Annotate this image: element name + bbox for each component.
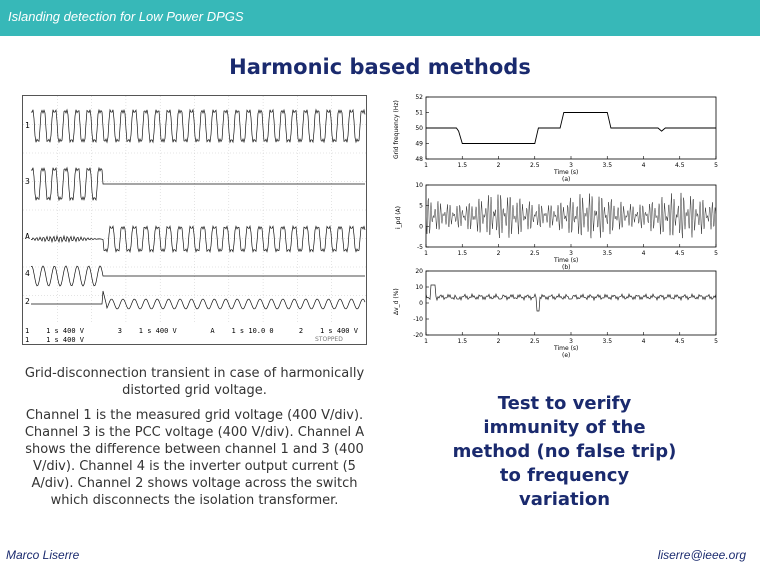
panel-c-xtick: 1 [424,338,428,345]
panel-a-xtick: 3 [569,162,573,169]
panel-a-ytick: 48 [415,156,423,163]
panel-c-ytick: -10 [413,316,423,323]
panel-a-ylabel: Grid frequency (Hz) [393,100,400,159]
panel-a-xtick: 4.5 [674,162,685,169]
panel-a-trace [426,113,716,144]
panel-c [393,268,718,359]
scope-marker-2: 2 [25,297,30,306]
panel-a-xtick: 1.5 [457,162,468,169]
panel-c-xlabel: Time (s) [554,345,579,352]
panel-a-ytick: 50 [415,125,423,132]
oscilloscope-plot [23,96,366,344]
panel-a-ytick: 52 [415,94,423,101]
panel-a-tag: (a) [562,176,571,183]
scope-readout-row1: 1 1 s 400 V 3 1 s 400 V A 1 s 10.0 0 2 1 s 400 V [25,327,358,335]
panel-c-ylabel: Δv_d (%) [393,288,400,315]
panel-c-frame [426,271,716,335]
panel-a [393,94,718,183]
panel-a-xtick: 1 [424,162,428,169]
panel-c-xtick: 4 [641,338,646,345]
footer-email: liserre@ieee.org [657,548,746,562]
panel-c-ytick: 10 [415,284,423,291]
panel-c-ytick: 0 [419,300,423,307]
panel-a-ytick: 51 [415,109,423,117]
panel-a-xtick: 4 [641,162,646,169]
panel-c-trace [426,285,716,311]
header-title: Islanding detection for Low Power DPGS [8,9,244,24]
panel-b-tag: (b) [562,264,571,271]
plots-svg [388,93,728,361]
panel-b-xlabel: Time (s) [554,257,579,264]
panel-a-xtick: 2.5 [529,162,540,169]
figure-caption: Grid-disconnection transient in case of harmonically distorted grid voltage. [24,366,365,398]
panel-c-tag: (e) [562,352,571,359]
panel-c-xtick: 1.5 [457,338,468,345]
panel-c-ytick: -20 [413,332,423,339]
panel-b-xtick: 3.5 [602,250,613,257]
panel-b-xtick: 2 [496,250,501,257]
panel-b [395,182,718,271]
panel-b-xtick: 1.5 [457,250,468,257]
panel-b-ytick: -5 [417,244,423,251]
panel-c-xtick: 5 [714,338,718,345]
panel-a-xlabel: Time (s) [554,169,579,176]
panel-b-xtick: 4.5 [674,250,685,257]
panel-b-ytick: 0 [419,223,423,231]
panel-b-xtick: 3 [569,250,573,257]
header-bar [0,0,760,36]
scope-readout-row2: 1 1 s 400 V [25,336,85,344]
panel-a-ytick: 49 [415,140,423,148]
panel-c-xtick: 3 [569,338,573,345]
footer-author: Marco Liserre [6,548,80,562]
panel-a-xtick: 3.5 [602,162,613,169]
oscilloscope-image [22,95,367,345]
panel-b-xtick: 1 [424,250,428,257]
panel-b-xtick: 5 [714,250,718,257]
panel-b-ytick: 5 [419,202,423,210]
panel-c-ytick: 20 [415,268,423,275]
panel-c-xtick: 2 [496,338,501,345]
panel-c-xtick: 2.5 [529,338,540,345]
panel-b-ylabel: i_pd (A) [395,206,402,229]
panel-b-ytick: 10 [415,182,423,189]
scope-marker-1: 1 [25,121,30,130]
panel-c-xtick: 3.5 [602,338,613,345]
panel-b-xtick: 2.5 [529,250,540,257]
panel-a-xtick: 5 [714,162,718,169]
scope-marker-4: 4 [25,269,30,278]
scope-marker-3: 3 [25,177,30,186]
scope-marker-a: A [25,232,30,241]
panel-c-xtick: 4.5 [674,338,685,345]
panel-b-trace [426,193,716,238]
panel-a-xtick: 2 [496,162,501,169]
test-note: Test to verify immunity of the method (no false trip) to frequency variation [452,393,677,510]
channel-description: Channel 1 is the measured grid voltage (400 V/div). Channel 3 is the PCC voltage (400 V/div). Channel A shows the difference between channel 1 and 3 (400 V/div). Channel 4 is the inverter output current (5 A/div). Channel 2 shows voltage across the switch which disconnects the isolation transformer. [24,408,365,508]
frequency-test-plots [388,93,728,361]
scope-status: STOPPED [315,336,343,343]
panel-b-xtick: 4 [641,250,646,257]
slide-title: Harmonic based methods [229,55,531,79]
